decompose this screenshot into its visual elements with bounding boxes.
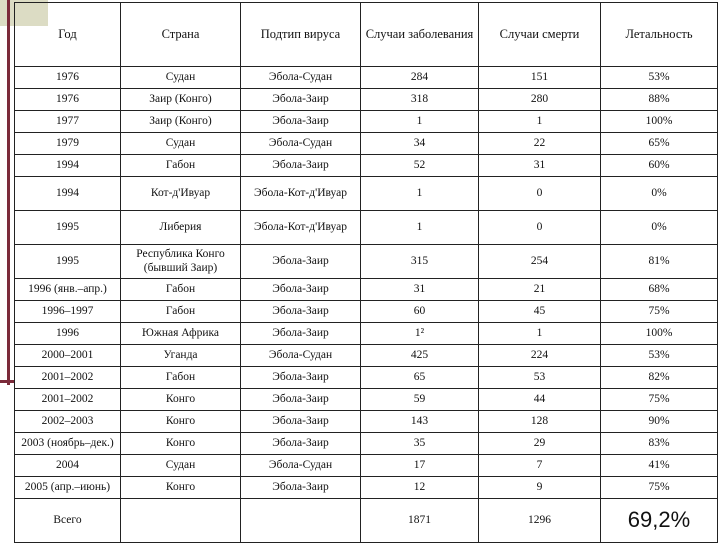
table-row xyxy=(15,455,718,477)
cell-virus-subtype: Эбола-Заир xyxy=(241,111,361,133)
table-row xyxy=(15,323,718,345)
cell-year: 1996 xyxy=(15,323,121,345)
table-row xyxy=(15,133,718,155)
table-row xyxy=(15,367,718,389)
cell-virus-subtype: Эбола-Кот-д'Ивуар xyxy=(241,177,361,211)
table-row xyxy=(15,111,718,133)
cell-deaths: 1 xyxy=(479,323,601,345)
cell-deaths: 53 xyxy=(479,367,601,389)
table-row xyxy=(15,245,718,279)
decorative-vertical-line xyxy=(7,0,10,385)
cell-virus-subtype: Эбола-Заир xyxy=(241,155,361,177)
cell-virus-subtype: Эбола-Заир xyxy=(241,301,361,323)
cell-virus-subtype: Эбола-Заир xyxy=(241,323,361,345)
cell-year: 1994 xyxy=(15,155,121,177)
header-country: Страна xyxy=(121,3,241,67)
cell-country: Конго xyxy=(121,477,241,499)
table-row xyxy=(15,345,718,367)
cell-year: 2003 (ноябрь–дек.) xyxy=(15,433,121,455)
cell-cases: 1 xyxy=(361,111,479,133)
cell-lethality: 0% xyxy=(601,177,718,211)
cell-year: 1996–1997 xyxy=(15,301,121,323)
cell-lethality: 100% xyxy=(601,323,718,345)
cell-cases: 1 xyxy=(361,177,479,211)
table-row xyxy=(15,211,718,245)
table-row xyxy=(15,89,718,111)
cell-deaths: 128 xyxy=(479,411,601,433)
cell-cases: 143 xyxy=(361,411,479,433)
cell-deaths: 44 xyxy=(479,389,601,411)
cell-deaths: 31 xyxy=(479,155,601,177)
table-row xyxy=(15,67,718,89)
total-row xyxy=(15,499,718,543)
header-lethality: Летальность xyxy=(601,3,718,67)
cell-deaths: 29 xyxy=(479,433,601,455)
cell-lethality: 75% xyxy=(601,389,718,411)
cell-cases: 60 xyxy=(361,301,479,323)
cell-deaths: 45 xyxy=(479,301,601,323)
ebola-outbreaks-table xyxy=(14,2,718,543)
cell-deaths: 22 xyxy=(479,133,601,155)
cell-year: 2004 xyxy=(15,455,121,477)
cell-year: 2000–2001 xyxy=(15,345,121,367)
cell-lethality: 82% xyxy=(601,367,718,389)
cell-deaths: 280 xyxy=(479,89,601,111)
cell-year: 1977 xyxy=(15,111,121,133)
cell-year: 2001–2002 xyxy=(15,389,121,411)
cell-virus-subtype: Эбола-Заир xyxy=(241,89,361,111)
cell-deaths: 0 xyxy=(479,177,601,211)
cell-country: Конго xyxy=(121,433,241,455)
cell-cases: 34 xyxy=(361,133,479,155)
cell-year: 2002–2003 xyxy=(15,411,121,433)
cell-cases: 31 xyxy=(361,279,479,301)
cell-deaths: 224 xyxy=(479,345,601,367)
cell-deaths: 151 xyxy=(479,67,601,89)
header-cases: Случаи заболевания xyxy=(361,3,479,67)
cell-lethality: 53% xyxy=(601,67,718,89)
header-year: Год xyxy=(15,3,121,67)
cell-year: 1995 xyxy=(15,211,121,245)
cell-year: 1996 (янв.–апр.) xyxy=(15,279,121,301)
cell-lethality: 60% xyxy=(601,155,718,177)
cell-year: 1994 xyxy=(15,177,121,211)
cell-year: 1979 xyxy=(15,133,121,155)
table-row xyxy=(15,433,718,455)
decorative-horizontal-tick xyxy=(0,380,14,383)
cell-country: Судан xyxy=(121,133,241,155)
table-row xyxy=(15,411,718,433)
cell-virus-subtype: Эбола-Заир xyxy=(241,411,361,433)
cell-deaths: 9 xyxy=(479,477,601,499)
cell-lethality: 53% xyxy=(601,345,718,367)
cell-lethality: 81% xyxy=(601,245,718,279)
header-virus-subtype: Подтип вируса xyxy=(241,3,361,67)
cell-country: Габон xyxy=(121,367,241,389)
total-cases: 1871 xyxy=(361,499,479,543)
cell-virus-subtype: Эбола-Судан xyxy=(241,455,361,477)
cell-cases: 315 xyxy=(361,245,479,279)
cell-country: Конго xyxy=(121,411,241,433)
cell-virus-subtype: Эбола-Судан xyxy=(241,67,361,89)
cell-lethality: 83% xyxy=(601,433,718,455)
cell-virus-subtype: Эбола-Кот-д'Ивуар xyxy=(241,211,361,245)
cell-country: Южная Африка xyxy=(121,323,241,345)
cell-lethality: 68% xyxy=(601,279,718,301)
cell-cases: 35 xyxy=(361,433,479,455)
table-row xyxy=(15,279,718,301)
cell-virus-subtype: Эбола-Заир xyxy=(241,279,361,301)
cell-country: Кот-д'Ивуар xyxy=(121,177,241,211)
cell-country: Заир (Конго) xyxy=(121,111,241,133)
table-row xyxy=(15,301,718,323)
cell-lethality: 90% xyxy=(601,411,718,433)
header-row xyxy=(15,3,718,67)
cell-virus-subtype: Эбола-Судан xyxy=(241,345,361,367)
cell-country: Габон xyxy=(121,155,241,177)
cell-year: 1976 xyxy=(15,89,121,111)
cell-cases: 318 xyxy=(361,89,479,111)
cell-cases: 1 xyxy=(361,211,479,245)
cell-year: 2001–2002 xyxy=(15,367,121,389)
table-row xyxy=(15,477,718,499)
total-empty-cell xyxy=(121,499,241,543)
total-empty-cell xyxy=(241,499,361,543)
cell-country: Габон xyxy=(121,279,241,301)
cell-virus-subtype: Эбола-Судан xyxy=(241,133,361,155)
cell-virus-subtype: Эбола-Заир xyxy=(241,389,361,411)
cell-cases: 284 xyxy=(361,67,479,89)
cell-lethality: 41% xyxy=(601,455,718,477)
cell-country: Конго xyxy=(121,389,241,411)
total-label: Всего xyxy=(15,499,121,543)
table-row xyxy=(15,155,718,177)
cell-cases: 52 xyxy=(361,155,479,177)
cell-deaths: 1 xyxy=(479,111,601,133)
cell-country: Габон xyxy=(121,301,241,323)
header-deaths: Случаи смерти xyxy=(479,3,601,67)
cell-deaths: 7 xyxy=(479,455,601,477)
cell-cases: 65 xyxy=(361,367,479,389)
cell-country: Либерия xyxy=(121,211,241,245)
cell-cases: 425 xyxy=(361,345,479,367)
cell-deaths: 254 xyxy=(479,245,601,279)
cell-country: Судан xyxy=(121,67,241,89)
cell-lethality: 0% xyxy=(601,211,718,245)
cell-cases: 1² xyxy=(361,323,479,345)
table-row xyxy=(15,177,718,211)
cell-deaths: 0 xyxy=(479,211,601,245)
cell-virus-subtype: Эбола-Заир xyxy=(241,367,361,389)
total-deaths: 1296 xyxy=(479,499,601,543)
cell-lethality: 100% xyxy=(601,111,718,133)
cell-year: 2005 (апр.–июнь) xyxy=(15,477,121,499)
cell-lethality: 75% xyxy=(601,477,718,499)
cell-country: Судан xyxy=(121,455,241,477)
cell-deaths: 21 xyxy=(479,279,601,301)
cell-country: Уганда xyxy=(121,345,241,367)
cell-country: Республика Конго (бывший Заир) xyxy=(121,245,241,279)
cell-country: Заир (Конго) xyxy=(121,89,241,111)
cell-lethality: 88% xyxy=(601,89,718,111)
cell-cases: 12 xyxy=(361,477,479,499)
cell-cases: 17 xyxy=(361,455,479,477)
cell-virus-subtype: Эбола-Заир xyxy=(241,477,361,499)
cell-virus-subtype: Эбола-Заир xyxy=(241,433,361,455)
cell-year: 1976 xyxy=(15,67,121,89)
cell-lethality: 65% xyxy=(601,133,718,155)
total-lethality: 69,2% xyxy=(601,499,718,543)
cell-cases: 59 xyxy=(361,389,479,411)
table-row xyxy=(15,389,718,411)
cell-virus-subtype: Эбола-Заир xyxy=(241,245,361,279)
cell-lethality: 75% xyxy=(601,301,718,323)
cell-year: 1995 xyxy=(15,245,121,279)
